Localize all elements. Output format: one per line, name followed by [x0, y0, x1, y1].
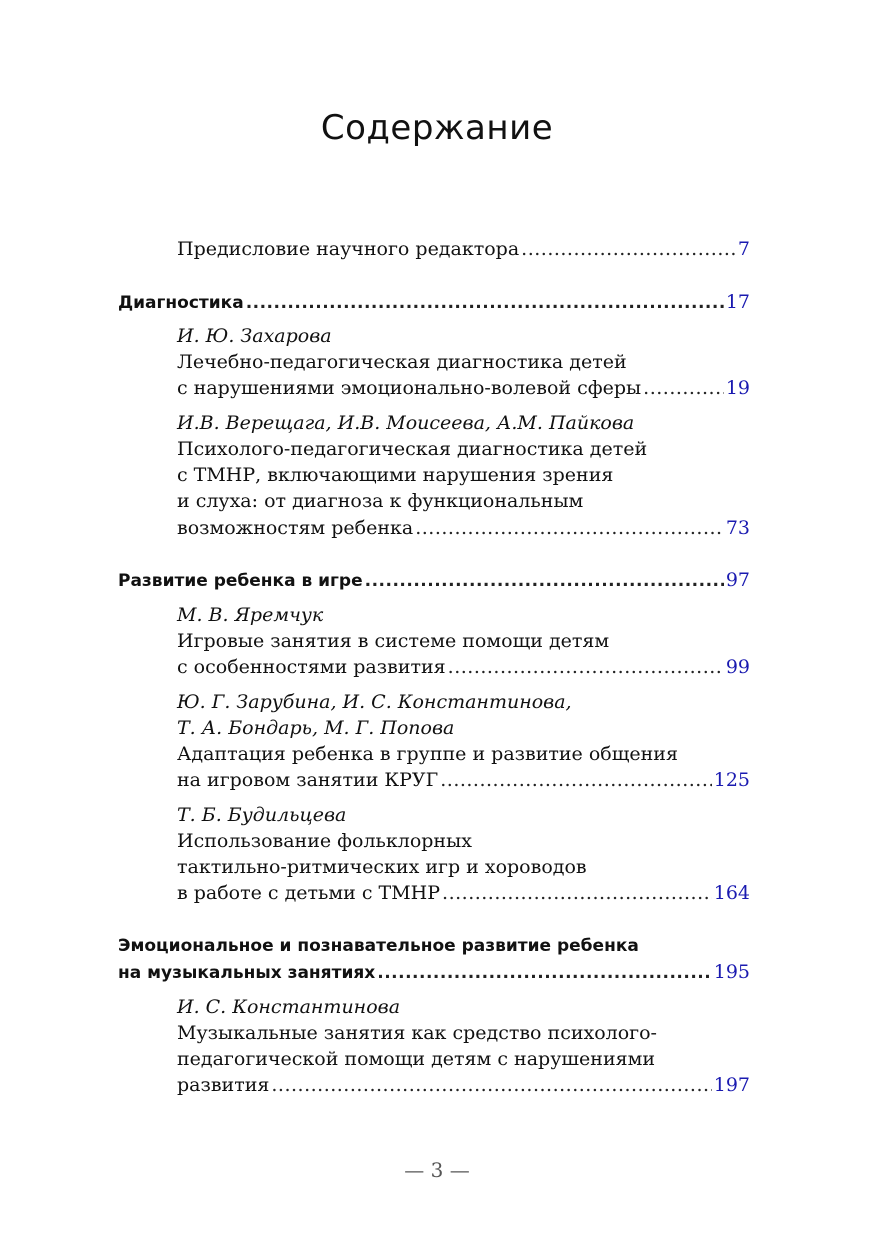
toc-entry-zakharova[interactable] — [177, 375, 750, 401]
entry-title-line: развития — [177, 1074, 270, 1096]
section-title-line: Эмоциональное и познавательное развитие ребенка — [118, 936, 639, 956]
entry-title-line: тактильно-ритмических игр и хороводов — [177, 856, 587, 878]
entry-author: Т. Б. Будильцева — [177, 804, 347, 826]
toc-entry-yaremchuk[interactable] — [177, 654, 750, 680]
entry-title-line: Лечебно-педагогическая диагностика детей — [177, 351, 627, 373]
entry-title-line: педагогической помощи детям с нарушениями — [177, 1048, 656, 1070]
entry-title-line: с особенностями развития — [177, 656, 446, 678]
page-folio: — 3 — — [404, 1158, 470, 1182]
page-number: 73 — [725, 517, 750, 539]
toc-entry-budiltseva[interactable] — [177, 880, 750, 906]
entry-author: Т. А. Бондарь, М. Г. Попова — [177, 717, 455, 739]
page-number: 97 — [725, 569, 750, 591]
entry-title-line: на игровом занятии КРУГ — [177, 769, 439, 791]
dot-leader — [643, 375, 724, 401]
entry-title-line: Использование фольклорных — [177, 830, 472, 852]
entry-author: И.В. Верещага, И.В. Моисеева, А.М. Пайкова — [177, 412, 635, 434]
entry-title-line: возможностям ребенка — [177, 517, 414, 539]
page-number: 197 — [713, 1074, 750, 1096]
entry-title-line: с нарушениями эмоционально-волевой сферы — [177, 377, 642, 399]
entry-author: И. С. Константинова — [177, 996, 401, 1018]
toc-section-play-development[interactable] — [118, 567, 750, 594]
entry-title-line: Психолого-педагогическая диагностика детей — [177, 438, 648, 460]
page-number: 7 — [737, 238, 750, 260]
toc-entry-konstantinova[interactable] — [177, 1072, 750, 1098]
dot-leader — [440, 767, 712, 793]
page-number: 17 — [725, 291, 750, 313]
entry-author: Ю. Г. Зарубина, И. С. Константинова, — [177, 691, 572, 713]
dot-leader — [377, 960, 712, 986]
entry-title-line: Игровые занятия в системе помощи детям — [177, 630, 610, 652]
dot-leader — [271, 1072, 711, 1098]
toc-section-music-development[interactable] — [118, 959, 750, 986]
section-title-line: на музыкальных занятиях — [118, 963, 376, 983]
toc-entry-zarubina[interactable] — [177, 767, 750, 793]
dot-leader — [365, 568, 724, 594]
page-number: 164 — [713, 882, 750, 904]
entry-author: И. Ю. Захарова — [177, 325, 332, 347]
page-number: 19 — [725, 377, 750, 399]
entry-title-line: Музыкальные занятия как средство психолого- — [177, 1022, 657, 1044]
dot-leader — [448, 654, 724, 680]
toc-entry-vereshchaga[interactable] — [177, 515, 750, 541]
dot-leader — [246, 290, 724, 316]
dot-leader — [415, 515, 724, 541]
toc-entry-title: Предисловие научного редактора — [177, 238, 520, 260]
dot-leader — [442, 880, 712, 906]
toc-section-diagnostics[interactable] — [118, 289, 750, 316]
entry-title-line: Адаптация ребенка в группе и развитие общения — [177, 743, 678, 765]
section-title: Диагностика — [118, 293, 244, 313]
page-title: Содержание — [320, 108, 554, 148]
page-number: 125 — [713, 769, 750, 791]
page-number: 99 — [725, 656, 750, 678]
entry-title-line: и слуха: от диагноза к функциональным — [177, 490, 584, 512]
section-title: Развитие ребенка в игре — [118, 571, 363, 591]
toc-entry-preface[interactable] — [177, 236, 750, 262]
page-number: 195 — [713, 961, 750, 983]
dot-leader — [521, 236, 736, 262]
entry-title-line: в работе с детьми с ТМНР — [177, 882, 441, 904]
entry-author: М. В. Яремчук — [177, 604, 324, 626]
entry-title-line: с ТМНР, включающими нарушения зрения — [177, 464, 614, 486]
